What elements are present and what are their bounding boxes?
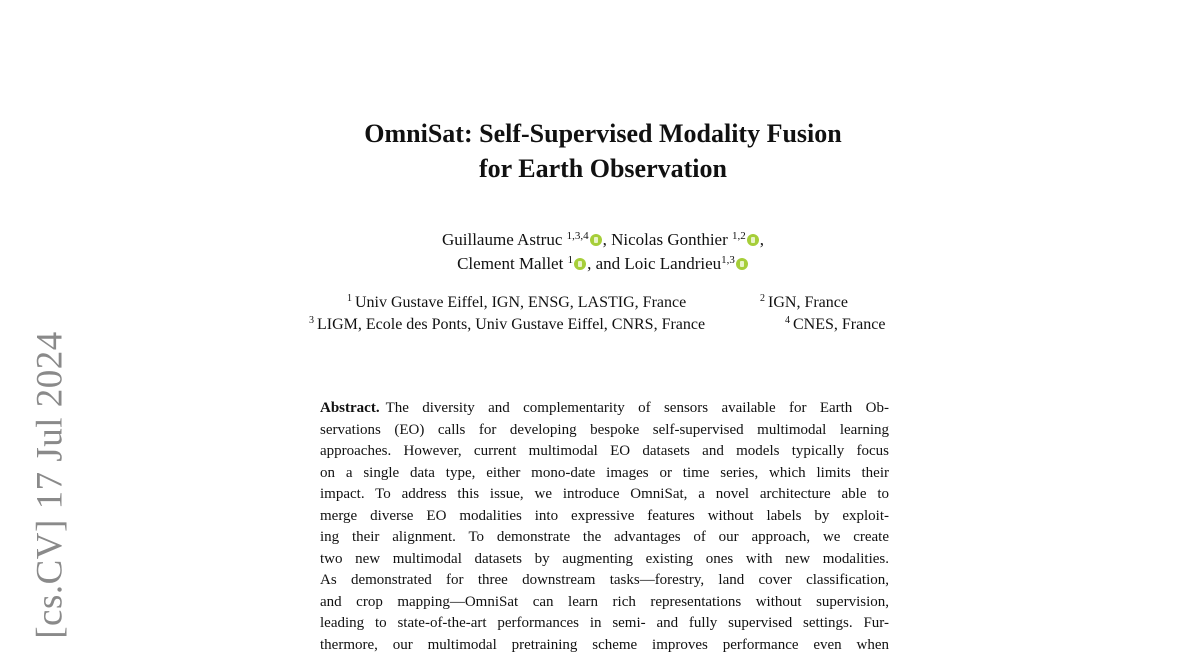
- abstract-line: merge diverse EO modalities into expressive features without labels by exploit-: [320, 506, 889, 528]
- author-affiliation-marker: 1,3: [721, 254, 735, 266]
- author-name: Clement Mallet: [457, 254, 567, 273]
- affiliation-marker: 4: [785, 315, 790, 326]
- affiliation-text: CNES, France: [793, 316, 885, 333]
- abstract: [320, 398, 889, 656]
- abstract-line: servations (EO) calls for developing bespoke self-supervised multimodal learning: [320, 420, 889, 442]
- affiliation-marker: 1: [347, 293, 352, 304]
- author-name: and Loic Landrieu: [596, 254, 722, 273]
- abstract-line: [320, 398, 889, 420]
- abstract-line: and crop mapping—OmniSat can learn rich representations without supervision,: [320, 592, 889, 614]
- orcid-icon[interactable]: [736, 258, 748, 270]
- affiliation-text: Univ Gustave Eiffel, IGN, ENSG, LASTIG, France: [355, 294, 686, 311]
- affiliation-marker: 3: [309, 315, 314, 326]
- author-list: [0, 228, 1200, 276]
- affiliation-text: LIGM, Ecole des Ponts, Univ Gustave Eiffel, CNRS, France: [317, 316, 705, 333]
- affiliation-text: IGN, France: [768, 294, 848, 311]
- abstract-heading: Abstract.: [320, 400, 380, 416]
- abstract-line: ing their alignment. To demonstrate the advantages of our approach, we create: [320, 527, 889, 549]
- affiliation-3: [309, 315, 705, 335]
- orcid-icon[interactable]: [590, 234, 602, 246]
- author-name: Guillaume Astruc: [442, 230, 567, 249]
- abstract-line: leading to state-of-the-art performances in semi- and fully supervised settings. Fur-: [320, 613, 889, 635]
- author-separator: ,: [587, 254, 596, 273]
- abstract-text: The diversity and complementarity of sensors available for Earth Ob-: [386, 400, 889, 416]
- author-line-1: [0, 228, 1200, 252]
- orcid-icon[interactable]: [574, 258, 586, 270]
- affiliation-2: [760, 293, 848, 313]
- author-separator: ,: [760, 230, 764, 249]
- abstract-line: two new multimodal datasets by augmenting existing ones with new modalities.: [320, 549, 889, 571]
- orcid-icon[interactable]: [747, 234, 759, 246]
- abstract-line: impact. To address this issue, we introduce OmniSat, a novel architecture able to: [320, 484, 889, 506]
- arxiv-identifier-stamp: [cs.CV] 17 Jul 2024: [29, 331, 72, 639]
- affiliation-1: [347, 293, 686, 313]
- author-name: Nicolas Gonthier: [611, 230, 732, 249]
- abstract-line: on a single data type, either mono-date images or time series, which limits their: [320, 463, 889, 485]
- author-line-2: [0, 252, 1200, 276]
- affiliation-marker: 2: [760, 293, 765, 304]
- paper-title-line-1: OmniSat: Self-Supervised Modality Fusion: [0, 116, 1200, 151]
- abstract-line: approaches. However, current multimodal EO datasets and models typically focus: [320, 441, 889, 463]
- abstract-line: thermore, our multimodal pretraining scheme improves performance even when: [320, 635, 889, 656]
- affiliation-4: [785, 315, 885, 335]
- paper-title: [0, 116, 1200, 186]
- author-affiliation-marker: 1: [568, 254, 574, 266]
- author-affiliation-marker: 1,2: [732, 230, 746, 242]
- author-affiliation-marker: 1,3,4: [567, 230, 589, 242]
- author-separator: ,: [603, 230, 612, 249]
- abstract-line: As demonstrated for three downstream tasks—forestry, land cover classification,: [320, 570, 889, 592]
- paper-title-line-2: for Earth Observation: [0, 151, 1200, 186]
